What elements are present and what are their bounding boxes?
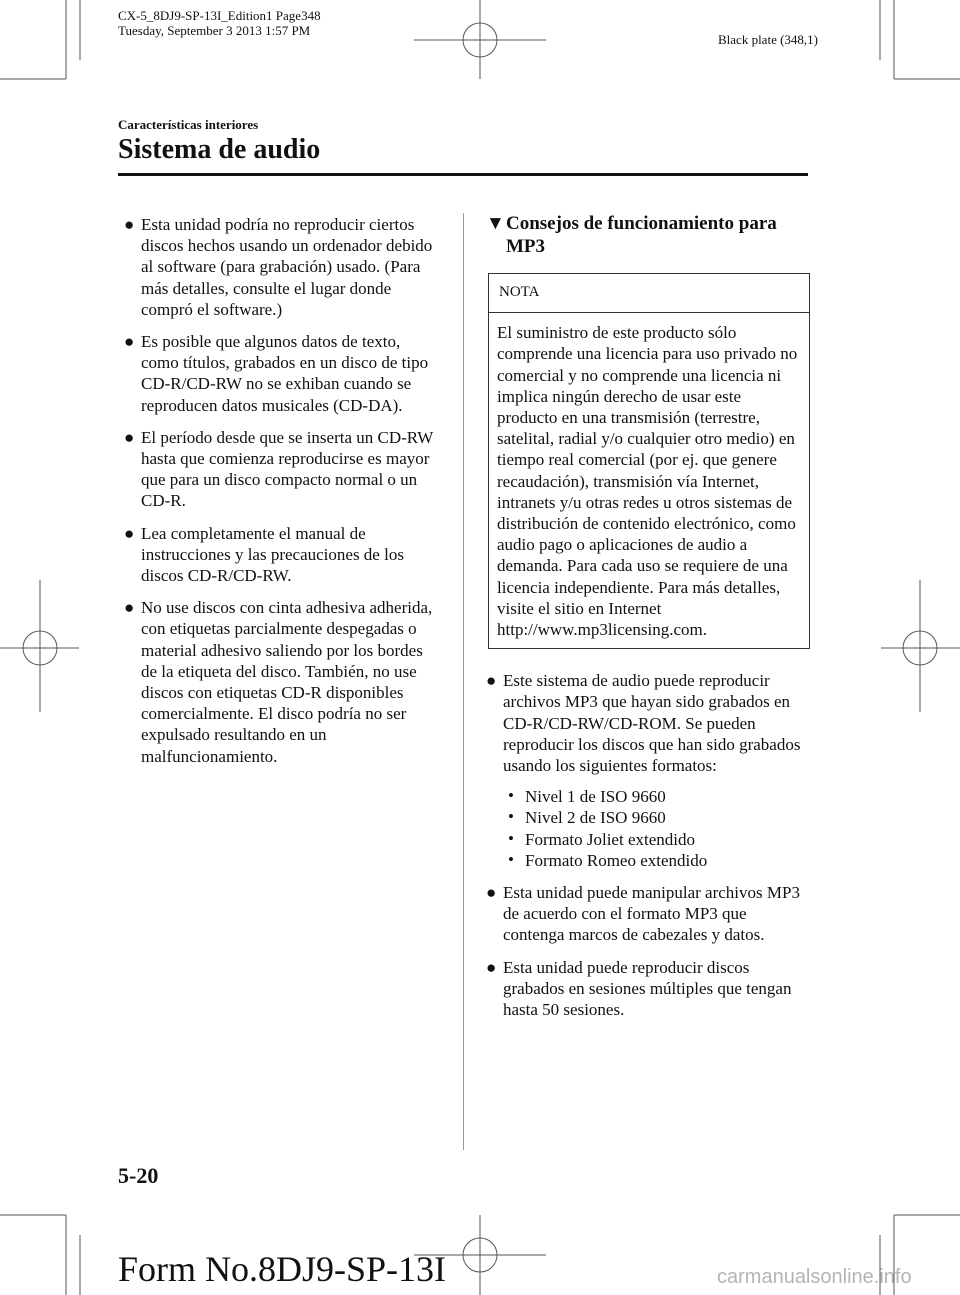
registration-mark-right: [881, 580, 960, 712]
list-item: [124, 427, 442, 512]
form-number: Form No.8DJ9-SP-13I: [118, 1249, 447, 1289]
note-box: [488, 273, 810, 649]
small-bullet-icon: •: [508, 807, 514, 827]
bullet-icon: ●: [124, 215, 135, 234]
right-bullet-list: [486, 670, 812, 1020]
subheading-text: Consejos de funcionamiento para MP3: [506, 213, 777, 257]
print-info-line1: CX-5_8DJ9-SP-13I_Edition1 Page348: [118, 8, 321, 23]
format-item-text: Nivel 1 de ISO 9660: [525, 787, 666, 807]
section-label: Características interiores: [118, 117, 259, 132]
format-item: [503, 807, 812, 828]
list-item-text: Esta unidad puede manipular archivos MP3 de acuerdo con el formato MP3 que contenga marcos de cabezales y datos.: [503, 883, 800, 945]
list-item: [124, 597, 442, 767]
note-text: El suministro de este producto sólo comprende una licencia para uso privado no comercial y no comprende una licencia ni implica ningún derecho de usar este producto en una transmisión (terrestre, satelital, radial y/o cualquier otro medio) en tiempo real comercial (por ej. que genere recaudación), transmisión vía Internet, intranets y/u otras redes u otros sistemas de distribución de contenido electrónico, como audio pago o aplicaciones de audio a demanda. Para cada uso se requiere de una licencia independiente. Para más detalles, visite el sitio en Internet http://www.mp3licensing.com.: [497, 323, 798, 640]
list-item-text: Esta unidad podría no reproducir ciertos discos hechos usando un ordenador debido al software (para grabación) usado. (Para más detalles, consulte el lugar donde compró el software.): [141, 215, 433, 319]
bullet-icon: ●: [124, 598, 135, 618]
list-item: [486, 957, 812, 1021]
small-bullet-icon: •: [508, 828, 514, 848]
triangle-down-icon: ▼: [486, 213, 505, 234]
format-item: [503, 829, 812, 850]
list-item: [486, 882, 812, 946]
format-item: [503, 786, 812, 807]
bullet-icon: ●: [486, 883, 497, 903]
bullet-icon: ●: [486, 671, 497, 691]
left-bullet-list: [124, 214, 442, 767]
bullet-icon: ●: [124, 523, 135, 543]
format-item-text: Formato Romeo extendido: [525, 850, 708, 870]
list-item-text: Este sistema de audio puede reproducir archivos MP3 que hayan sido grabados en CD-R/CD-RW/CD-ROM. Se pueden reproducir los discos que han sido grabados usando los siguientes formatos:: [503, 671, 801, 776]
small-bullet-icon: •: [508, 786, 514, 806]
list-item: [486, 670, 812, 871]
list-item-text: Esta unidad puede reproducir discos grabados en sesiones múltiples que tengan hasta 50 sesiones.: [503, 957, 792, 1020]
watermark: carmanualsonline.info: [717, 1266, 912, 1288]
list-item-text: El período desde que se inserta un CD-RW hasta que comienza reproducirse es mayor que para un disco compacto normal o un CD-R.: [141, 427, 433, 511]
list-item: [124, 214, 442, 320]
format-list: [503, 786, 812, 871]
title-rule: [118, 173, 808, 176]
note-label: NOTA: [489, 274, 809, 313]
plate-label: Black plate (348,1): [718, 32, 818, 47]
format-item-text: Formato Joliet extendido: [525, 829, 695, 849]
print-info: [118, 8, 321, 38]
subheading: [486, 212, 812, 258]
print-info-line2: Tuesday, September 3 2013 1:57 PM: [118, 23, 311, 38]
page-title: Sistema de audio: [118, 134, 321, 165]
list-item: [124, 331, 442, 416]
bullet-icon: ●: [124, 427, 135, 447]
column-divider: [463, 213, 464, 1150]
list-item-text: No use discos con cinta adhesiva adherida, con etiquetas parcialmente despegadas o material adhesivo saliendo por los bordes de la etiqueta del disco. También, no use discos con etiquetas CD-R disponibles comercialmente. El disco podría no ser expulsado resultando en un malfuncionamiento.: [141, 598, 433, 766]
list-item-text: Lea completamente el manual de instrucciones y las precauciones de los discos CD-R/CD-RW.: [141, 523, 404, 586]
right-column: [486, 212, 812, 1031]
format-item-text: Nivel 2 de ISO 9660: [525, 808, 666, 828]
page-number: 5-20: [118, 1163, 159, 1188]
bullet-icon: ●: [486, 957, 497, 977]
format-item: [503, 850, 812, 871]
small-bullet-icon: •: [508, 849, 514, 869]
list-item-text: Es posible que algunos datos de texto, como títulos, grabados en un disco de tipo CD-R/CD-RW no se exhiban cuando se reproducen datos musicales (CD-DA).: [141, 332, 429, 415]
registration-mark-left: [0, 580, 79, 712]
bullet-icon: ●: [124, 332, 135, 352]
registration-mark-top: [414, 0, 546, 79]
list-item: [124, 523, 442, 587]
left-column: [124, 214, 442, 778]
